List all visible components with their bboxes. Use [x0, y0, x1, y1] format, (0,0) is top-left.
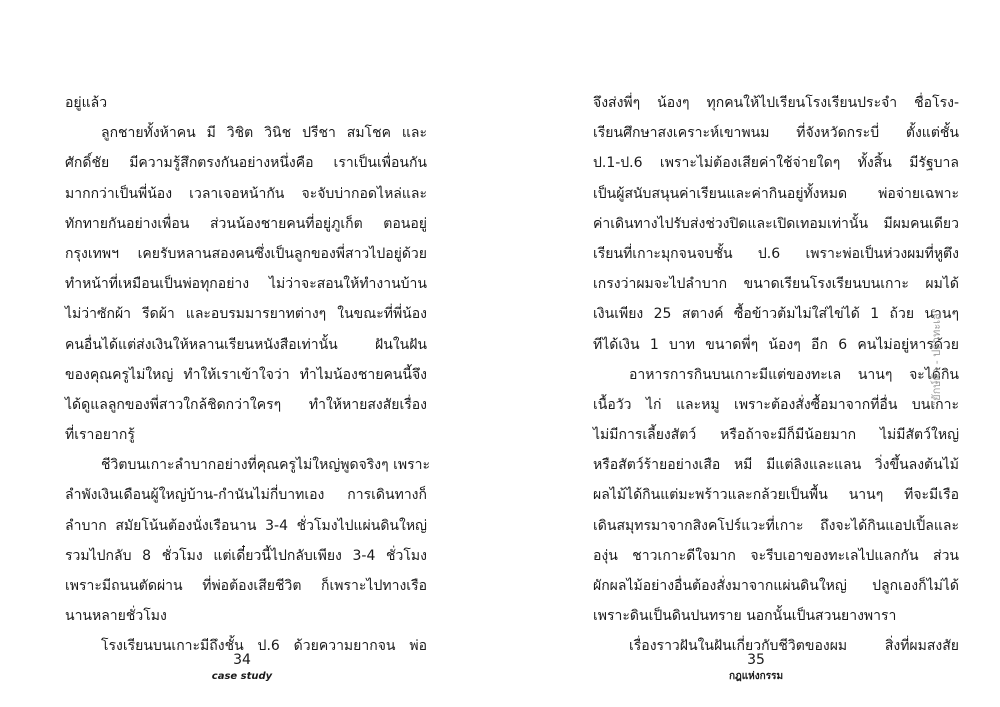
text-line: เดินสมุทรมาจากสิงคโปร์แวะที่เกาะ ถึงจะได้กินแอปเปิ้ลและ — [593, 517, 959, 534]
text-line: โรงเรียนบนเกาะมีถึงชั้น ป.6 ด้วยความยากจน พ่อ — [101, 638, 427, 655]
text-line: เพราะดินเป็นดินปนทราย นอกนั้นเป็นสวนยางพารา — [593, 608, 897, 625]
text-line: ค่าเดินทางไปรับส่งช่วงปิดและเปิดเทอมเท่านั้น มีผมคนเดียว — [593, 215, 959, 232]
text-line: ไม่ว่าซักผ้า รีดผ้า และอบรมมารยาทต่างๆ ในขณะที่พี่น้อง — [65, 306, 427, 323]
text-line: ผลไม้ได้กินแต่มะพร้าวและกล้วยเป็นพื้น นานๆ ทีจะมีเรือ — [593, 487, 959, 504]
text-line: จึงส่งพี่ๆ น้องๆ ทุกคนให้ไปเรียนโรงเรียนประจำ ชื่อโรง- — [593, 95, 959, 111]
side-chapter-label: "ยักษ์ผ้า - ปลาทะเล" — [930, 308, 943, 406]
text-line: เรียนที่เกาะมุกจนจบชั้น ป.6 เพราะพ่อเป็นห่วงผมที่หูตึง — [593, 245, 959, 262]
text-line: เรื่องราวฝันในฝันเกี่ยวกับชีวิตของผม สิ่งที่ผมสงสัย — [629, 638, 959, 655]
text-line: ชีวิตบนเกาะลำบากอย่างที่คุณครูไม่ใหญ่พูดจริงๆ เพราะ — [101, 457, 431, 474]
text-line: หรือสัตว์ร้ายอย่างเสือ หมี มีแต่ลิงและแลน วิ่งขึ้นลงต้นไม้ — [593, 457, 959, 474]
text-line: ได้ดูแลลูกของพี่สาวใกล้ชิดกว่าใครๆ ทำให้หายสงสัยเรื่อง — [65, 396, 427, 413]
text-line: เรียนศึกษาสงเคราะห์เขาพนม ที่จังหวัดกระบี่ ตั้งแต่ชั้น — [593, 125, 959, 142]
text-line: ลำบาก สมัยโน้นต้องนั่งเรือนาน 3-4 ชั่วโมงไปแผ่นดินใหญ่ — [65, 517, 427, 534]
text-line: ที่เราอยากรู้ — [65, 427, 135, 444]
text-line: คนอื่นได้แต่ส่งเงินให้หลานเรียนหนังสือเท่านั้น ฝันในฝัน — [65, 336, 427, 353]
text-line: มากกว่าเป็นพี่น้อง เวลาเจอหน้ากัน จะจับบ่ากอดไหล่และ — [65, 185, 427, 202]
text-line: ป.1-ป.6 เพราะไม่ต้องเสียค่าใช้จ่ายใดๆ ทั้งสิ้น มีรัฐบาล — [593, 155, 959, 172]
text-line: เป็นผู้สนับสนุนค่าเรียนและค่ากินอยู่ทั้งหมด พ่อจ่ายเฉพาะ — [593, 185, 959, 202]
text-line: นานหลายชั่วโมง — [65, 608, 167, 625]
text-line: ผักผลไม้อย่างอื่นต้องสั่งมาจากแผ่นดินใหญ่ ปลูกเองก็ไม่ได้ — [593, 578, 959, 594]
right-page-number: 35 — [747, 652, 765, 668]
text-line: ของคุณครูไม่ใหญ่ ทำให้เราเข้าใจว่า ทำไมน้องชายคนนี้จึง — [65, 366, 427, 383]
right-page — [500, 0, 1000, 707]
left-page-number: 34 — [233, 652, 251, 668]
right-page-body — [593, 88, 959, 662]
text-line: องุ่น ชาวเกาะดีใจมาก จะรีบเอาของทะเลไปแลกกัน ส่วน — [593, 547, 959, 564]
text-line: ลำพังเงินเดือนผู้ใหญ่บ้าน-กำนันไม่กี่บาทเอง การเดินทางก็ — [65, 487, 427, 504]
text-line: เพราะมีถนนตัดผ่าน ที่พ่อต้องเสียชีวิต ก็เพราะไปทางเรือ — [65, 578, 427, 594]
text-line: เกรงว่าผมจะไปลำบาก ขนาดเรียนโรงเรียนบนเกาะ ผมได้ — [593, 276, 959, 293]
text-line: ไม่มีการเลี้ยงสัตว์ หรือถ้าจะมีก็มีน้อยมาก ไม่มีสัตว์ใหญ่ — [593, 427, 959, 444]
text-line: อยู่แล้ว — [65, 95, 108, 111]
text-line: ลูกชายทั้งห้าคน มี วิชิต วินิช ปรีชา สมโชค และ — [101, 125, 427, 142]
text-line: รวมไปกลับ 8 ชั่วโมง แต่เดี๋ยวนี้ไปกลับเพียง 3-4 ชั่วโมง — [65, 547, 427, 564]
right-page-footer: กฎแห่งกรรม — [728, 671, 784, 682]
text-line: กรุงเทพฯ เคยรับหลานสองคนซึ่งเป็นลูกของพี่สาวไปอยู่ด้วย — [65, 245, 427, 262]
left-page-footer: case study — [211, 671, 273, 682]
text-line: อาหารการกินบนเกาะมีแต่ของทะเล นานๆ จะได้กิน — [629, 366, 959, 383]
text-line: ทักทายกันอย่างเพื่อน ส่วนน้องชายคนที่อยู่ภูเก็ต ตอนอยู่ — [65, 215, 427, 232]
left-page-body — [65, 88, 431, 662]
text-line: เงินเพียง 25 สตางค์ ซื้อข้าวต้มไม่ใส่ไข่ได้ 1 ถ้วย นานๆ — [593, 306, 959, 323]
text-line: ศักดิ์ชัย มีความรู้สึกตรงกันอย่างหนึ่งคือ เราเป็นเพื่อนกัน — [65, 155, 427, 172]
text-line: ทำหน้าที่เหมือนเป็นพ่อทุกอย่าง ไม่ว่าจะสอนให้ทำงานบ้าน — [65, 276, 427, 293]
text-line: ทีได้เงิน 1 บาท ขนาดพี่ๆ น้องๆ อีก 6 คนไม่อยู่หารด้วย — [593, 336, 959, 353]
text-line: เนื้อวัว ไก่ และหมู เพราะต้องสั่งซื้อมาจากที่อื่น บนเกาะ — [593, 396, 959, 413]
